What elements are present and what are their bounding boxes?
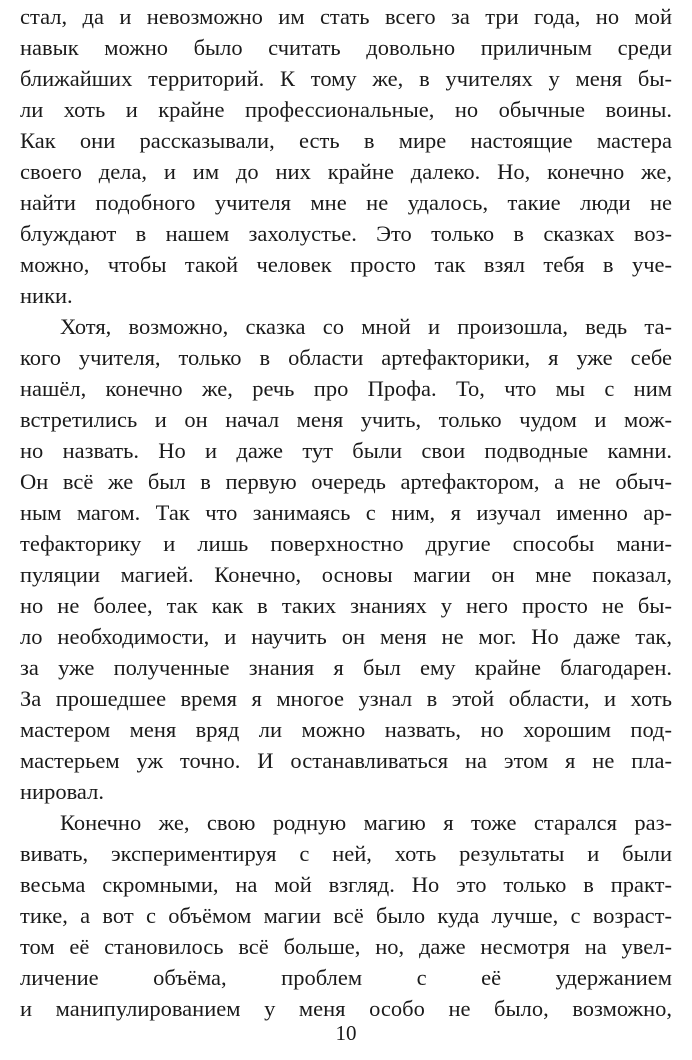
text-line: найти подобного учителя мне не удалось, такие люди не [20, 190, 672, 215]
text-line: но не более, так как в таких знаниях у него просто не бы- [20, 593, 672, 618]
text-line: пуляции магией. Конечно, основы магии он мне показал, [20, 562, 672, 587]
text-line: кого учителя, только в области артефакторики, я уже себе [20, 345, 672, 370]
text-line: стал, да и невозможно им стать всего за три года, но мой [20, 4, 672, 29]
text-line: Он всё же был в первую очередь артефактором, а не обыч- [20, 469, 672, 494]
text-line: Как они рассказывали, есть в мире настоящие мастера [20, 128, 672, 153]
page-number: 10 [335, 1021, 357, 1045]
text-line: ближайших территорий. К тому же, в учителях у меня бы- [20, 66, 672, 91]
text-line: ли хоть и крайне профессиональные, но обычные воины. [20, 97, 672, 122]
text-line: блуждают в нашем захолустье. Это только в сказках воз- [20, 221, 672, 246]
text-line: ло необходимости, и научить он меня не мог. Но даже так, [20, 624, 672, 649]
text-line: тефакторику и лишь поверхностно другие способы мани- [20, 531, 672, 556]
text-line: своего дела, и им до них крайне далеко. Но, конечно же, [20, 159, 672, 184]
paragraph-first-line: Хотя, возможно, сказка со мной и произошла, ведь та- [60, 314, 672, 339]
text-line: навык можно было считать довольно приличным среди [20, 35, 672, 60]
text-line: нировал. [20, 779, 104, 804]
text-line: за уже полученные знания я был ему крайне благодарен. [20, 655, 672, 680]
text-line: весьма скромными, на мой взгляд. Но это только в практ- [20, 872, 672, 897]
text-line: том её становилось всё больше, но, даже несмотря на увел- [20, 934, 672, 959]
text-line: мастерьем уж точно. И останавливаться на этом я не пла- [20, 748, 672, 773]
text-line: вивать, экспериментируя с ней, хоть результаты и были [20, 841, 672, 866]
text-line: тике, а вот с объёмом магии всё было куда лучше, с возраст- [20, 903, 672, 928]
text-line: но назвать. Но и даже тут были свои подводные камни. [20, 438, 672, 463]
text-line: За прошедшее время я многое узнал в этой области, и хоть [20, 686, 672, 711]
text-line: личение объёма, проблем с её удержанием [20, 965, 672, 990]
paragraph-first-line: Конечно же, свою родную магию я тоже старался раз- [60, 810, 672, 835]
text-line: и манипулированием у меня особо не было, возможно, [20, 996, 672, 1021]
text-line: мастером меня вряд ли можно назвать, но хорошим под- [20, 717, 672, 742]
text-line: встретились и он начал меня учить, только чудом и мож- [20, 407, 672, 432]
text-line: можно, чтобы такой человек просто так взял тебя в уче- [20, 252, 672, 277]
text-line: ным магом. Так что занимаясь с ним, я изучал именно ар- [20, 500, 672, 525]
text-line: нашёл, конечно же, речь про Профа. То, что мы с ним [20, 376, 672, 401]
text-line: ники. [20, 283, 73, 308]
